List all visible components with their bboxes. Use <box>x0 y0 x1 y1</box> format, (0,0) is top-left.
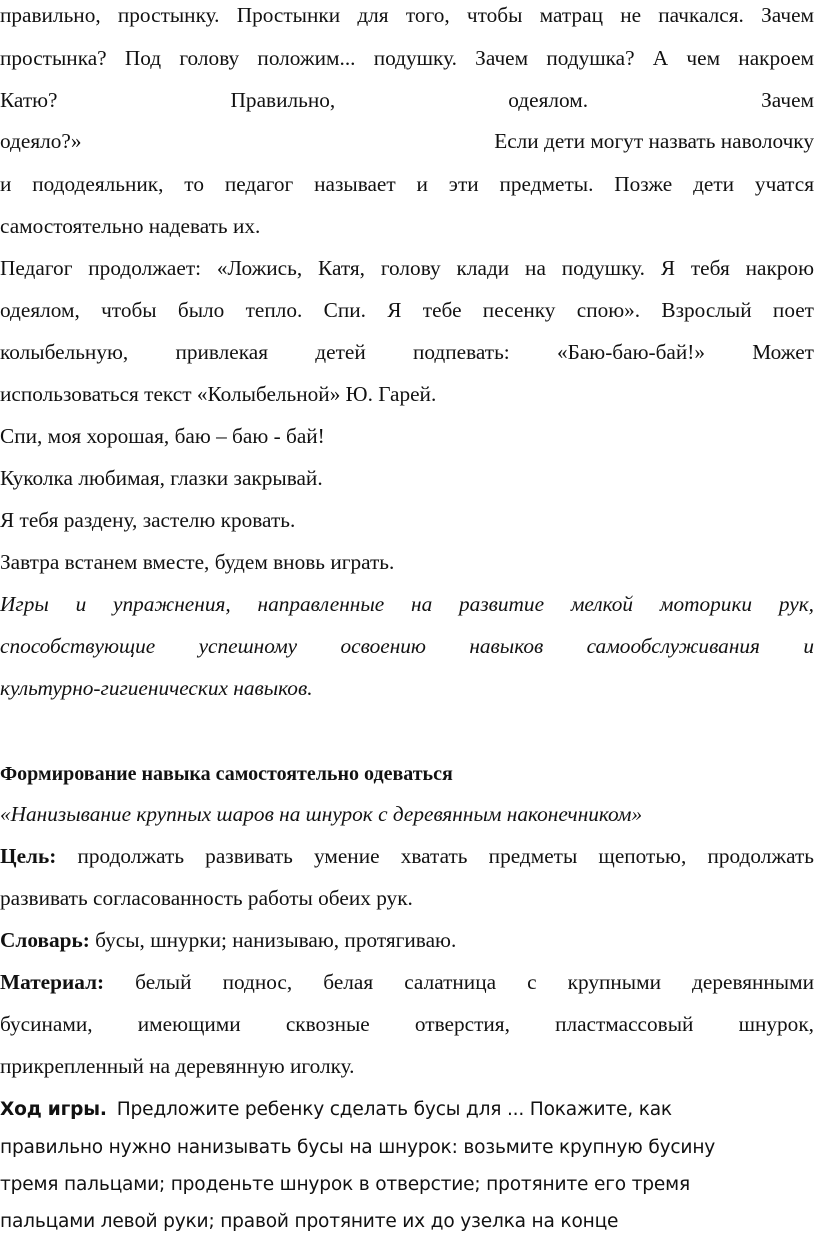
course-line: тремя пальцами; проденьте шнурок в отверстие; протяните его тремя <box>0 1174 690 1195</box>
course-text: Предложите ребенку сделать бусы для ... Покажите, как <box>116 1099 672 1120</box>
material-label: Материал: <box>0 970 105 994</box>
material-text: белый поднос, белая салатница с крупными деревянными <box>104 970 814 994</box>
course-line <box>0 1097 814 1123</box>
material-line: прикрепленный на деревянную иголку. <box>0 1054 355 1078</box>
course-line: правильно нужно нанизывать бусы на шнурок: возьмите крупную бусину <box>0 1137 716 1158</box>
text-line: колыбельную, привлекая детей подпевать: «Баю-баю-бай!» Может <box>0 340 814 364</box>
italic-line: способствующие успешному освоению навыков самообслуживания и <box>0 634 814 658</box>
text-line: и пододеяльник, то педагог называет и эти предметы. Позже дети учатся <box>0 172 814 196</box>
material-line <box>0 969 814 995</box>
italic-line: культурно-гигиенических навыков. <box>0 676 313 700</box>
course-label: Ход игры. <box>0 1099 107 1120</box>
material-line: бусинами, имеющими сквозные отверстия, пластмассовый шнурок, <box>0 1012 814 1036</box>
text-line: Катю? Правильно, одеялом. Зачем <box>0 88 814 112</box>
course-line: пальцами левой руки; правой протяните их до узелка на конце <box>0 1211 619 1232</box>
goal-label: Цель: <box>0 844 57 868</box>
text-line: одеяло?» <box>0 129 82 153</box>
text-line: самостоятельно надевать их. <box>0 214 261 238</box>
text-line: Если дети могут назвать наволочку <box>494 129 814 153</box>
poem-line: Спи, моя хорошая, баю – баю - бай! <box>0 424 325 448</box>
text-line: правильно, простынку. Простынки для того, чтобы матрац не пачкался. Зачем <box>0 3 814 27</box>
text-line: простынка? Под голову положим... подушку. Зачем подушка? А чем накроем <box>0 46 814 70</box>
poem-line: Куколка любимая, глазки закрывай. <box>0 466 323 490</box>
game-title: «Нанизывание крупных шаров на шнурок с деревянным наконечником» <box>0 802 643 826</box>
goal-line <box>0 843 814 869</box>
goal-line: развивать согласованность работы обеих рук. <box>0 886 413 910</box>
goal-text: продолжать развивать умение хватать предметы щепотью, продолжать <box>56 844 814 868</box>
poem-line: Я тебя раздену, застелю кровать. <box>0 508 296 532</box>
vocabulary-label: Словарь: <box>0 928 90 952</box>
section-heading: Формирование навыка самостоятельно одеваться <box>0 763 453 785</box>
vocabulary-text: бусы, шнурки; нанизываю, протягиваю. <box>89 928 457 952</box>
poem-line: Завтра встанем вместе, будем вновь играть. <box>0 550 395 574</box>
italic-line: Игры и упражнения, направленные на развитие мелкой моторики рук, <box>0 592 814 616</box>
text-line: одеялом, чтобы было тепло. Спи. Я тебе песенку спою». Взрослый поет <box>0 298 814 322</box>
vocabulary-line <box>0 927 814 953</box>
text-line: использоваться текст «Колыбельной» Ю. Гарей. <box>0 382 437 406</box>
text-line: Педагог продолжает: «Ложись, Катя, голову клади на подушку. Я тебя накрою <box>0 256 814 280</box>
